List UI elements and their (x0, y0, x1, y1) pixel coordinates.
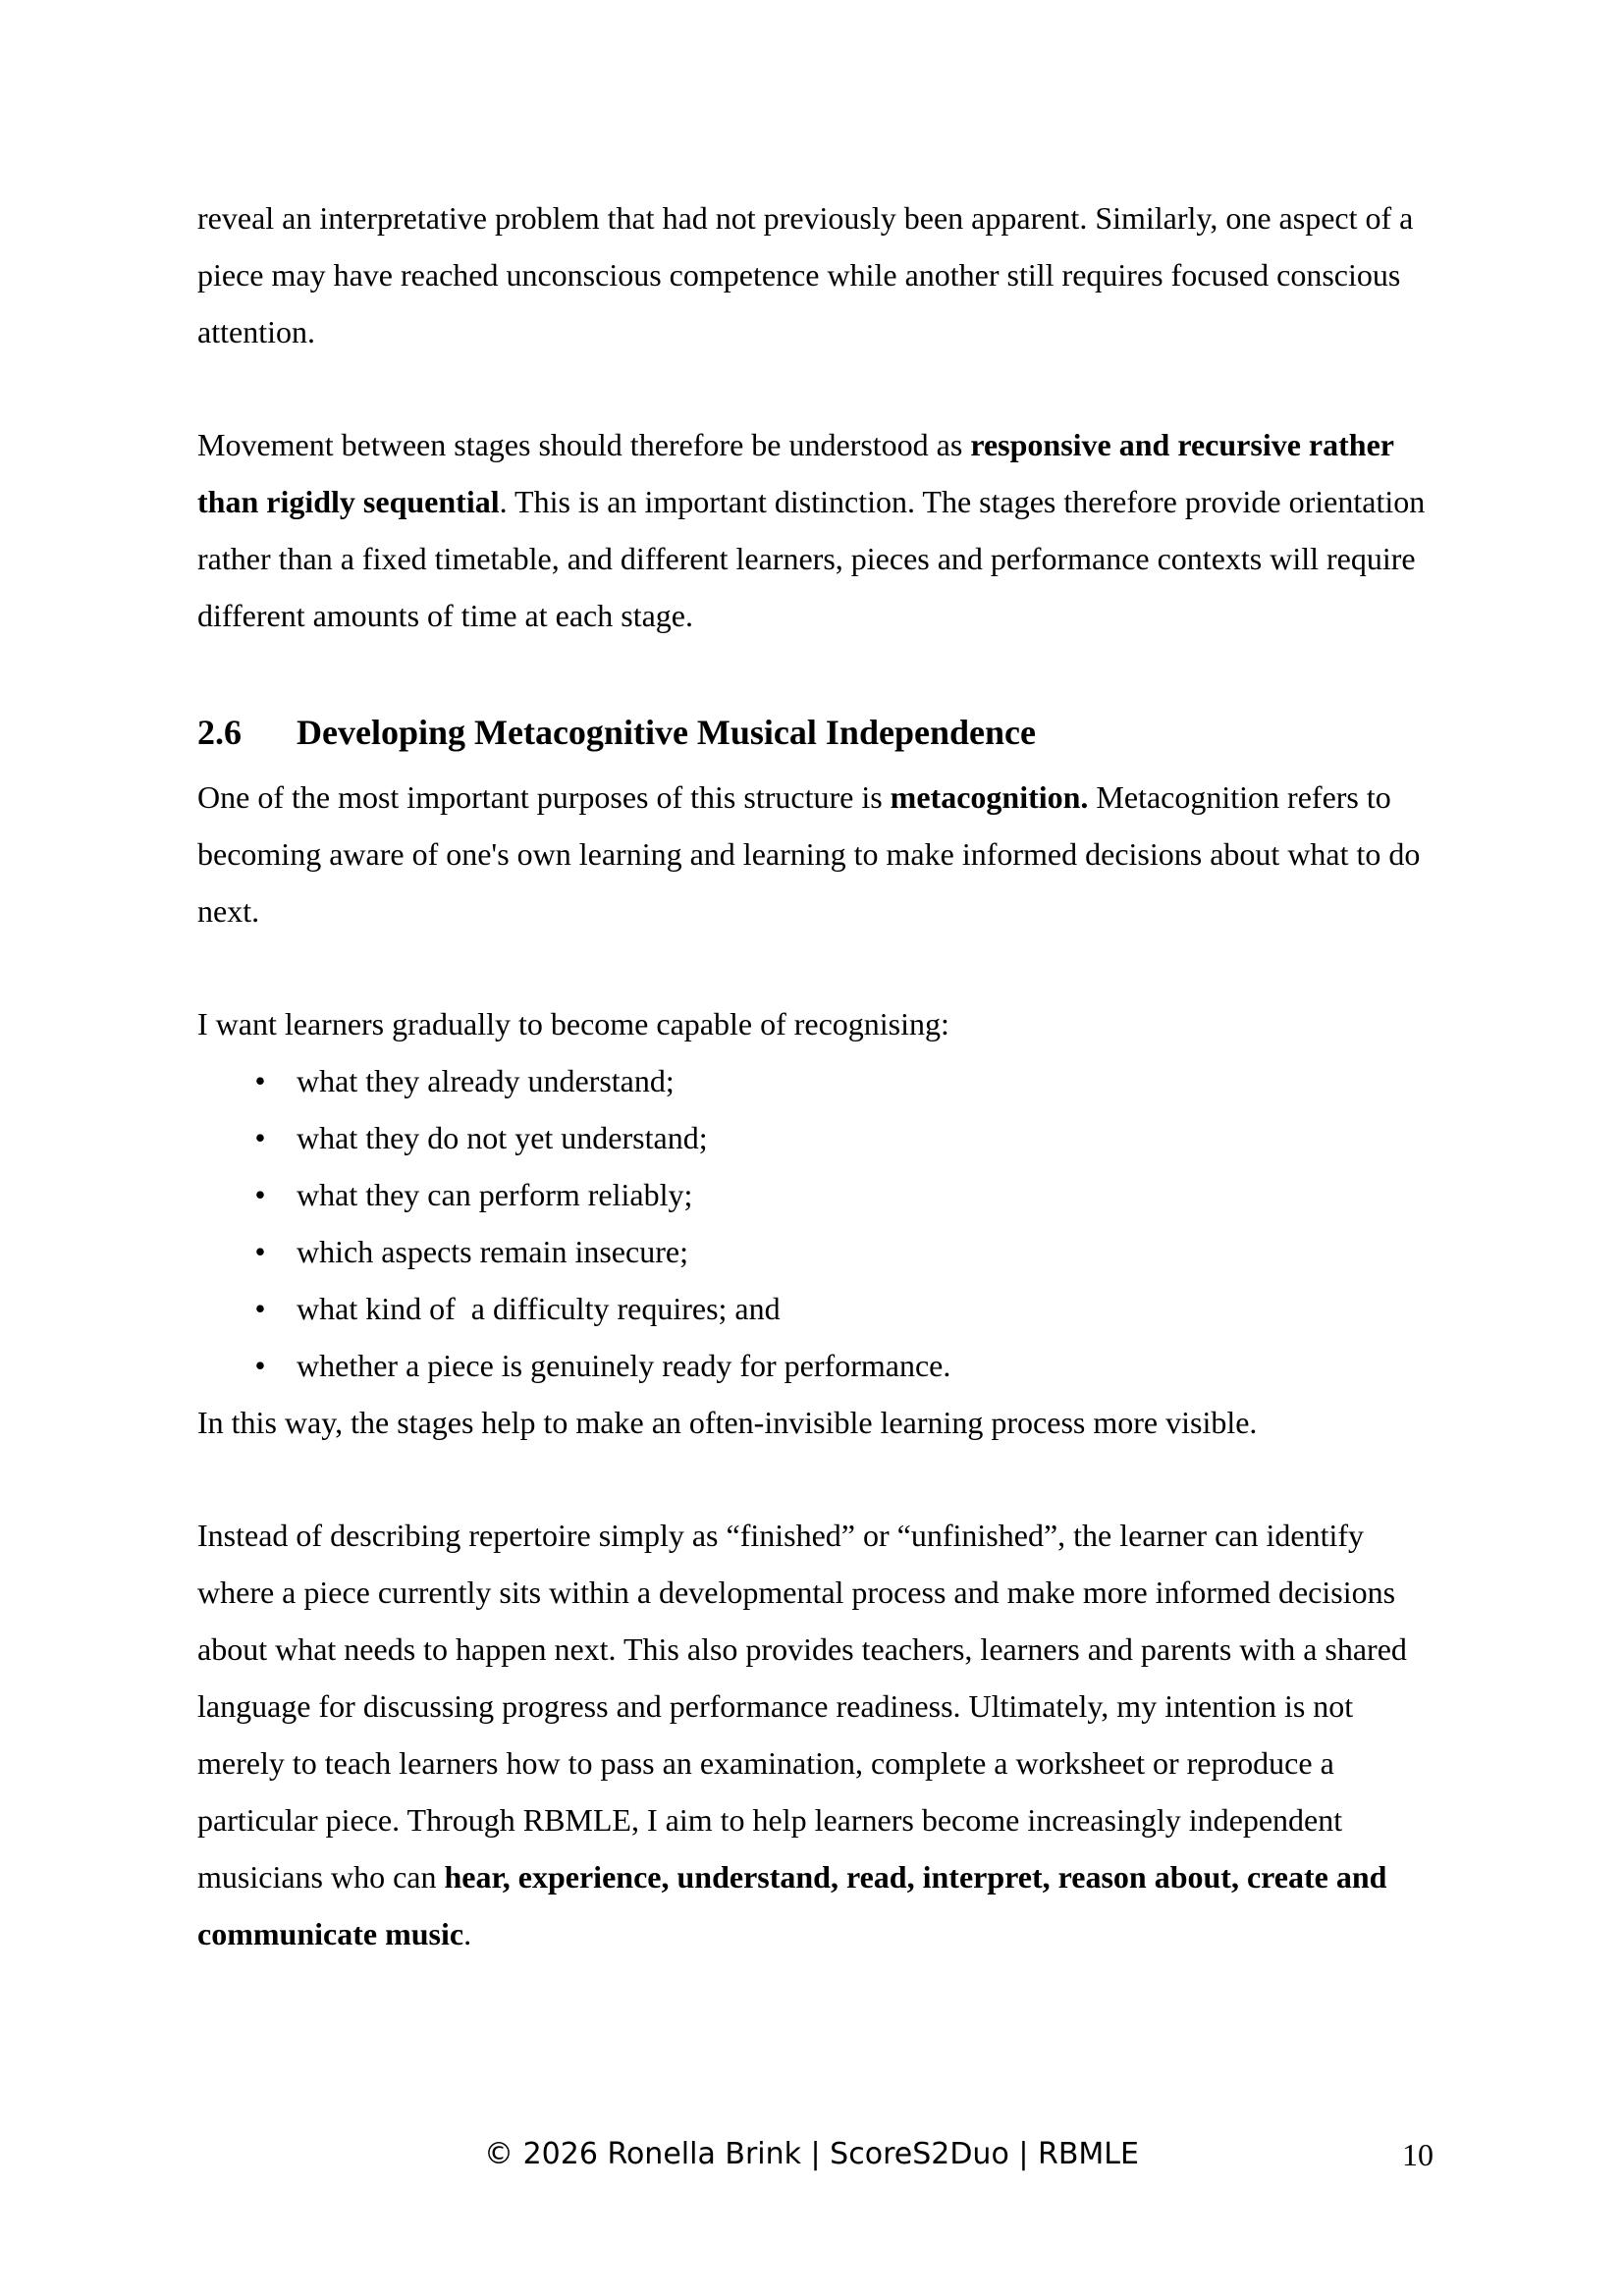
bullet-icon: • (254, 1120, 266, 1155)
page-number: 10 (1402, 2137, 1434, 2172)
list-item-text: which aspects remain insecure; (297, 1234, 688, 1269)
list-item-text: whether a piece is genuinely ready for performance. (297, 1348, 951, 1383)
paragraph-movement-between-stages (197, 416, 1444, 644)
bullet-icon: • (254, 1348, 266, 1383)
paragraph-metacognition (197, 769, 1444, 939)
list-intro: I want learners gradually to become capable of recognising: (197, 1006, 949, 1041)
paragraph-repertoire (197, 1507, 1444, 1962)
recognition-list (197, 1052, 1444, 1394)
bold-phrase: responsive and recursive rather than rigidly sequential (197, 427, 1394, 519)
bold-phrase: hear, experience, understand, read, interpret, reason about, create and communicate music (197, 1859, 1387, 1951)
bullet-icon: • (254, 1291, 266, 1326)
paragraph-text: . (463, 1916, 472, 1951)
footer-copyright: © 2026 Ronella Brink | ScoreS2Duo | RBMLE (484, 2137, 1139, 2171)
list-item-text: what they do not yet understand; (297, 1120, 708, 1155)
bullet-icon: • (254, 1234, 266, 1269)
list-item-text: what they can perform reliably; (297, 1177, 693, 1212)
list-outro: In this way, the stages help to make an often-invisible learning process more visible. (197, 1405, 1258, 1440)
paragraph-text: Instead of describing repertoire simply as “finished” or “unfinished”, the learner can identify where a piece currently sits within a developmental process and make more informed decisions about what needs to happen next. This also provides teachers, learners and parents with a shared language for discussing progress and performance readiness. Ultimately, my intention is not merely to teach learners how to pass an examination, complete a worksheet or reproduce a particular piece. Through RBMLE, I aim to help learners become increasingly independent musicians who can (197, 1518, 1407, 1895)
list-item (197, 1280, 1444, 1337)
list-item (197, 1166, 1444, 1223)
list-item (197, 1223, 1444, 1280)
page-footer (0, 2130, 1623, 2179)
bullet-icon: • (254, 1177, 266, 1212)
paragraph-text: Metacognition refers to becoming aware of one's own learning and learning to make informed decisions about what to do next. (197, 779, 1421, 929)
list-item-text: what they already understand; (297, 1063, 675, 1098)
list-item (197, 1337, 1444, 1394)
bold-term: metacognition. (890, 779, 1089, 815)
paragraph-interpretative-problem: reveal an interpretative problem that had not previously been apparent. Similarly, one aspect of a piece may have reached unconscious competence while another still requires focused conscious attention. (197, 200, 1414, 349)
section-title: Developing Metacognitive Musical Independence (297, 713, 1036, 752)
bullet-icon: • (254, 1063, 266, 1098)
list-item (197, 1052, 1444, 1109)
paragraph-text: Movement between stages should therefore be understood as (197, 427, 971, 462)
list-item-text: what kind of a difficulty requires; and (297, 1291, 781, 1326)
section-number: 2.6 (197, 713, 242, 752)
list-item (197, 1109, 1444, 1166)
section-heading (197, 704, 1444, 761)
paragraph-text: . This is an important distinction. The stages therefore provide orientation rather than a fixed timetable, and different learners, pieces and performance contexts will require different amounts of time at each stage. (197, 484, 1426, 633)
paragraph-text: One of the most important purposes of this structure is (197, 779, 891, 815)
